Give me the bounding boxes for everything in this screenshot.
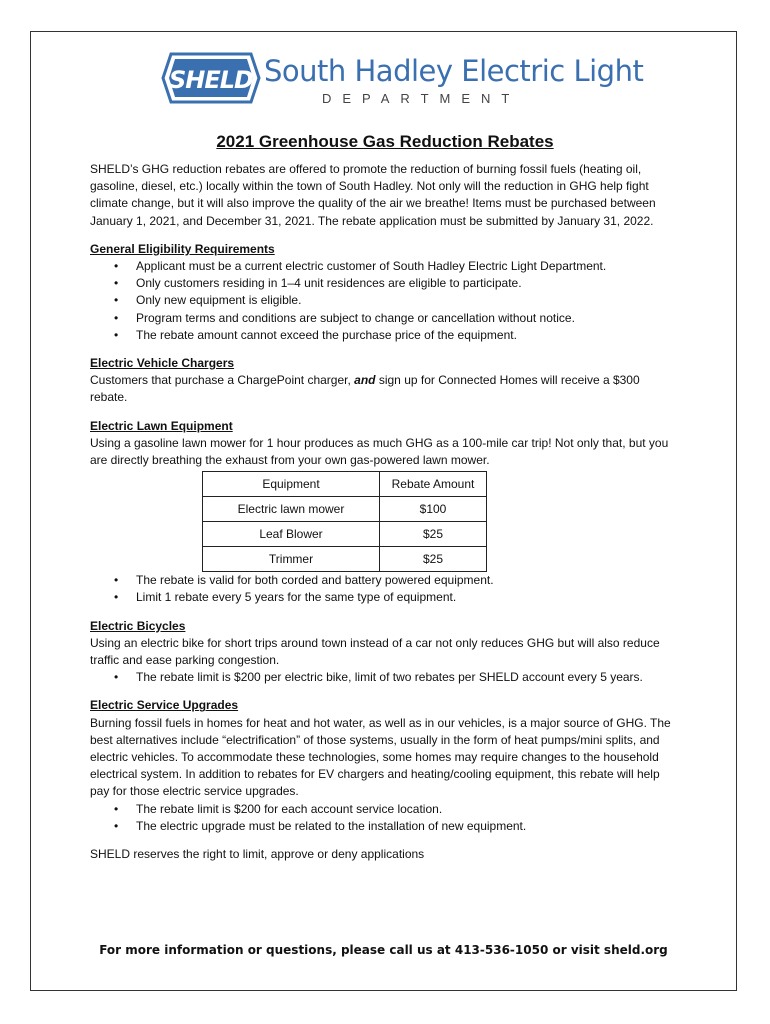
list-item: • Limit 1 rebate every 5 years for the same type of equipment. bbox=[90, 589, 680, 606]
intro-paragraph: SHELD’s GHG reduction rebates are offered to promote the reduction of burning fossil fuels (heating oil, gasoline, diesel, etc.) locally within the town of South Hadley. Not only will the reduction in GHG help fight climate change, but it will also improve the quality of the air we breathe! Items must be purchased between January 1, 2021, and December 31, 2021. The rebate application must be submitted by January 31, 2022. bbox=[90, 162, 656, 228]
table-header: Equipment bbox=[203, 472, 380, 497]
document-page bbox=[30, 31, 737, 991]
bicycles-heading: Electric Bicycles bbox=[90, 618, 186, 633]
ev-emphasis: and bbox=[354, 373, 376, 388]
list-item: • Only new equipment is eligible. bbox=[90, 292, 680, 309]
service-paragraph: Burning fossil fuels in homes for heat and hot water, as well as in our vehicles, is a major source of GHG. The best alternatives include “electrification” of those systems, usually in the form of heat pumps/mini splits, and electric vehicles. To accommodate these technologies, some homes may require changes to the household electrical system. In addition to rebates for EV chargers and heating/cooling equipment, this rebate will help pay for those electric service upgrades. bbox=[90, 715, 671, 799]
ev-text-before: Customers that purchase a ChargePoint charger, bbox=[90, 373, 351, 388]
service-list bbox=[90, 801, 680, 835]
ev-chargers-heading: Electric Vehicle Chargers bbox=[90, 356, 235, 371]
list-item: • The rebate amount cannot exceed the purchase price of the equipment. bbox=[90, 327, 680, 344]
page-title: 2021 Greenhouse Gas Reduction Rebates bbox=[216, 132, 554, 151]
document-body bbox=[90, 132, 680, 863]
table-cell: Electric lawn mower bbox=[203, 497, 380, 522]
table-cell: Trimmer bbox=[203, 547, 380, 572]
table-header-row bbox=[203, 472, 487, 497]
sheld-logo bbox=[161, 50, 644, 116]
bicycles-list bbox=[90, 669, 680, 686]
list-item: • The rebate is valid for both corded and battery powered equipment. bbox=[90, 572, 680, 589]
eligibility-list bbox=[90, 258, 680, 344]
reserve-statement: SHELD reserves the right to limit, approve or deny applications bbox=[90, 847, 425, 862]
table-cell: $25 bbox=[380, 522, 487, 547]
lawn-list bbox=[90, 572, 680, 606]
list-item: • The rebate limit is $200 for each account service location. bbox=[90, 801, 680, 818]
list-item: • The rebate limit is $200 per electric bike, limit of two rebates per SHELD account every 5 years. bbox=[90, 669, 680, 686]
table-cell: Leaf Blower bbox=[203, 522, 380, 547]
logo-department: DEPARTMENT bbox=[322, 91, 521, 106]
table-cell: $100 bbox=[380, 497, 487, 522]
sheld-badge-logo bbox=[161, 50, 261, 106]
rebate-table bbox=[202, 471, 487, 572]
lawn-heading: Electric Lawn Equipment bbox=[90, 418, 233, 433]
lawn-paragraph: Using a gasoline lawn mower for 1 hour produces as much GHG as a 100-mile car trip! Not only that, but you are directly breathing the exhaust from your own gas-powered lawn mower. bbox=[90, 435, 669, 468]
list-item: • The electric upgrade must be related to the installation of new equipment. bbox=[90, 818, 680, 835]
table-row bbox=[203, 497, 487, 522]
ev-text-after: sign up for Connected Homes will receive a $300 rebate. bbox=[90, 373, 640, 405]
list-item: • Only customers residing in 1–4 unit residences are eligible to participate. bbox=[90, 275, 680, 292]
list-item: • Applicant must be a current electric customer of South Hadley Electric Light Department. bbox=[90, 258, 680, 275]
eligibility-heading: General Eligibility Requirements bbox=[90, 241, 275, 256]
ev-chargers-paragraph bbox=[90, 372, 680, 406]
table-row bbox=[203, 547, 487, 572]
bicycles-paragraph: Using an electric bike for short trips around town instead of a car not only reduces GHG but will also reduce traffic and ease parking congestion. bbox=[90, 635, 660, 668]
table-row bbox=[203, 522, 487, 547]
footer-contact: For more information or questions, please call us at 413-536-1050 or visit sheld.org bbox=[99, 943, 668, 957]
logo-name: South Hadley Electric Light bbox=[264, 54, 644, 88]
list-item: • Program terms and conditions are subject to change or cancellation without notice. bbox=[90, 310, 680, 327]
table-header: Rebate Amount bbox=[380, 472, 487, 497]
table-cell: $25 bbox=[380, 547, 487, 572]
badge-text: SHELD bbox=[169, 66, 253, 94]
service-heading: Electric Service Upgrades bbox=[90, 698, 239, 713]
